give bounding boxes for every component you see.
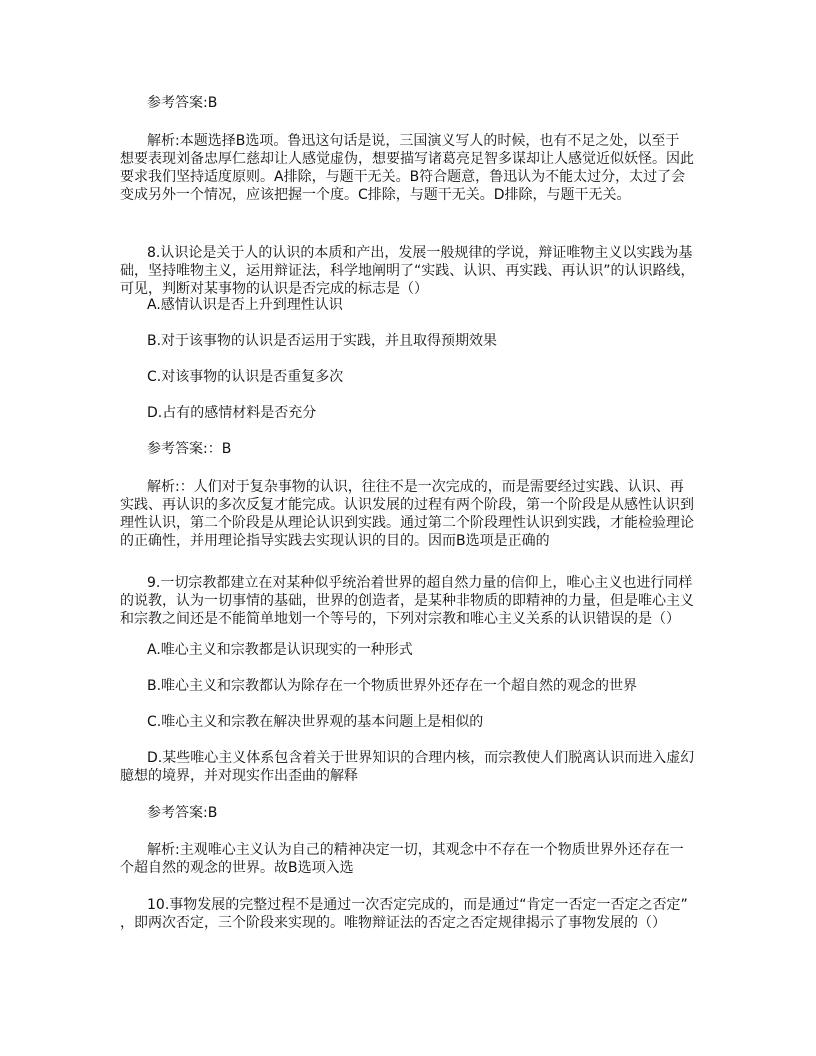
option-paragraph (120, 677, 710, 695)
text-line: D.某些唯心主义体系包含着关于世界知识的合理内核，而宗教使人们脱离认识而进入虚幻 (147, 750, 695, 766)
text-line: 要求我们坚持适度原则。A排除，与题干无关。B符合题意，鲁迅认为不能太过分，太过了会 (120, 169, 686, 185)
text-line: 可见，判断对某事物的认识是否完成的标志是（） (120, 281, 428, 297)
text-line: B.对于该事物的认识是否运用于实践，并且取得预期效果 (147, 333, 498, 349)
text-line: 参考答案:：B (147, 441, 232, 457)
text-line: 想要表现刘备忠厚仁慈却让人感觉虚伪，想要描写诸葛亮足智多谋却让人感觉近似妖怪。因此 (120, 151, 694, 167)
option-paragraph (120, 749, 710, 785)
text-line: A.感情认识是否上升到理性认识 (147, 297, 343, 313)
question-paragraph (120, 896, 710, 932)
answer-paragraph (120, 94, 710, 112)
text-line: 的正确性，并用理论指导实践去实现认识的目的。因而B选项是正确的 (120, 533, 550, 549)
text-line: 变成另外一个情况，应该把握一个度。C排除，与题干无关。D排除，与题干无关。 (120, 187, 631, 203)
text-line: B.唯心主义和宗教都认为除存在一个物质世界外还存在一个超自然的观念的世界 (147, 678, 638, 694)
option-paragraph (120, 368, 710, 386)
text-line: 实践、再认识的多次反复才能完成。认识发展的过程有两个阶段，第一个阶段是从感性认识到 (120, 497, 694, 513)
text-line: 理性认识，第二个阶段是从理论认识到实践。通过第二个阶段理性认识到实践，才能检验理论 (120, 515, 694, 531)
option-paragraph (120, 641, 710, 659)
text-line: 解析:主观唯心主义认为自己的精神决定一切，其观念中不存在一个物质世界外还存在一 (147, 842, 684, 858)
text-line: 个超自然的观念的世界。故B选项入选 (120, 860, 354, 876)
text-line: ，即两次否定，三个阶段来实现的。唯物辩证法的否定之否定规律揭示了事物发展的（） (120, 915, 666, 931)
text-line: C.唯心主义和宗教在解决世界观的基本问题上是相似的 (147, 714, 484, 730)
analysis-paragraph (120, 132, 710, 204)
text-line: A.唯心主义和宗教都是认识现实的一种形式 (147, 642, 413, 658)
text-line: D.占有的感情材料是否充分 (147, 405, 317, 421)
text-line: C.对该事物的认识是否重复多次 (147, 369, 344, 385)
option-paragraph (120, 404, 710, 422)
text-line: 9.一切宗教都建立在对某种似乎统治着世界的超自然力量的信仰上，唯心主义也进行同样 (147, 575, 693, 591)
option-paragraph (120, 713, 710, 731)
option-paragraph (120, 332, 710, 350)
text-line: 和宗教之间还是不能简单地划一个等号的，下列对宗教和唯心主义关系的认识错误的是（） (120, 611, 680, 627)
question-paragraph (120, 244, 710, 298)
text-line: 解析:本题选择B选项。鲁迅这句话是说，三国演义写人的时候，也有不足之处，以至于 (147, 133, 680, 149)
text-line: 参考答案:B (147, 95, 218, 111)
text-line: 的说教，认为一切事情的基础，世界的创造者，是某种非物质的即精神的力量，但是唯心主义 (120, 593, 694, 609)
text-line: 础，坚持唯物主义，运用辩证法，科学地阐明了“实践、认识、再实践、再认识”的认识路线， (120, 263, 695, 279)
text-line: 10.事物发展的完整过程不是通过一次否定完成的，而是通过“肯定一否定一否定之否定” (147, 897, 688, 913)
analysis-paragraph (120, 478, 710, 550)
option-paragraph (120, 296, 710, 314)
answer-paragraph (120, 440, 710, 458)
analysis-paragraph (120, 841, 710, 877)
text-line: 臆想的境界，并对现实作出歪曲的解释 (120, 768, 358, 784)
text-line: 8.认识论是关于人的认识的本质和产出，发展一般规律的学说，辩证唯物主义以实践为基 (147, 245, 693, 261)
text-line: 参考答案:B (147, 805, 218, 821)
answer-paragraph (120, 804, 710, 822)
question-paragraph (120, 574, 710, 628)
text-line: 解析:：人们对于复杂事物的认识，往往不是一次完成的，而是需要经过实践、认识、再 (147, 479, 684, 495)
